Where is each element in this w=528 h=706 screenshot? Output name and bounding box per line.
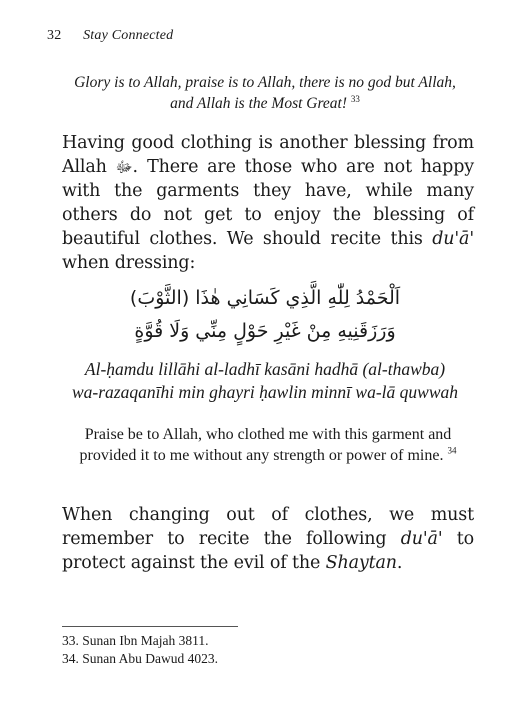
arabic-dua-line-2: وَرَزَقَنِيهِ مِنْ غَيْرِ حَوْلٍ مِنِّي وَلَا قُوَّةٍ [134,320,396,342]
paragraph1-part2: . There are those who are not happy with the garments they have, while many others do not get to enjoy the blessing of beautiful clothes. We should recite this [62,157,475,249]
dua-transliteration [55,358,475,404]
footnote-divider [62,626,238,627]
paragraph1-part1: Having good clothing is another blessing from Allah [62,133,474,177]
page-number: 32 [47,28,62,43]
dua-translation [62,424,474,466]
shaytan-term: Shaytan [325,553,397,573]
paragraph2-part3: . [396,553,403,573]
paragraph2-part1: When changing out of clothes, we must remember to recite the following [62,505,474,549]
honorific-symbol: ﷻ [115,158,133,176]
footnote-ref-33: 33 [350,93,360,104]
paragraph2-part2: to protect against the evil of the [62,529,474,573]
footnotes [62,632,218,668]
dua-term: du'ā' [432,229,474,249]
glorification-quote [62,72,468,114]
paragraph1-part3: when dressing: [62,253,196,273]
arabic-dua-line-1: اَلْحَمْدُ لِلّٰهِ الَّذِي كَسَانِي هٰذَا (الثَّوْبَ) [129,287,401,309]
footnote-34: 34. Sunan Abu Dawud 4023. [62,651,218,666]
changing-clothes-paragraph [62,503,474,575]
transliteration-line-1: Al-ḥamdu lillāhi al-ladhī kasāni hadhā (al-thawba) [84,359,446,379]
running-header [47,28,173,44]
clothing-blessing-paragraph [62,131,474,275]
glorification-text: Glory is to Allah, praise is to Allah, there is no god but Allah, and Allah is the Most Great! [74,74,456,112]
footnote-ref-34: 34 [447,445,457,456]
book-title: Stay Connected [83,28,174,43]
translation-text: Praise be to Allah, who clothed me with this garment and provided it to me without any strength or power of mine. [79,426,452,464]
transliteration-line-2: wa-razaqanīhi min ghayri ḥawlin minnī wa-lā quwwah [72,382,458,402]
arabic-dua [62,282,468,348]
dua-term-2: du'ā' [400,529,443,549]
footnote-33: 33. Sunan Ibn Majah 3811. [62,633,209,648]
